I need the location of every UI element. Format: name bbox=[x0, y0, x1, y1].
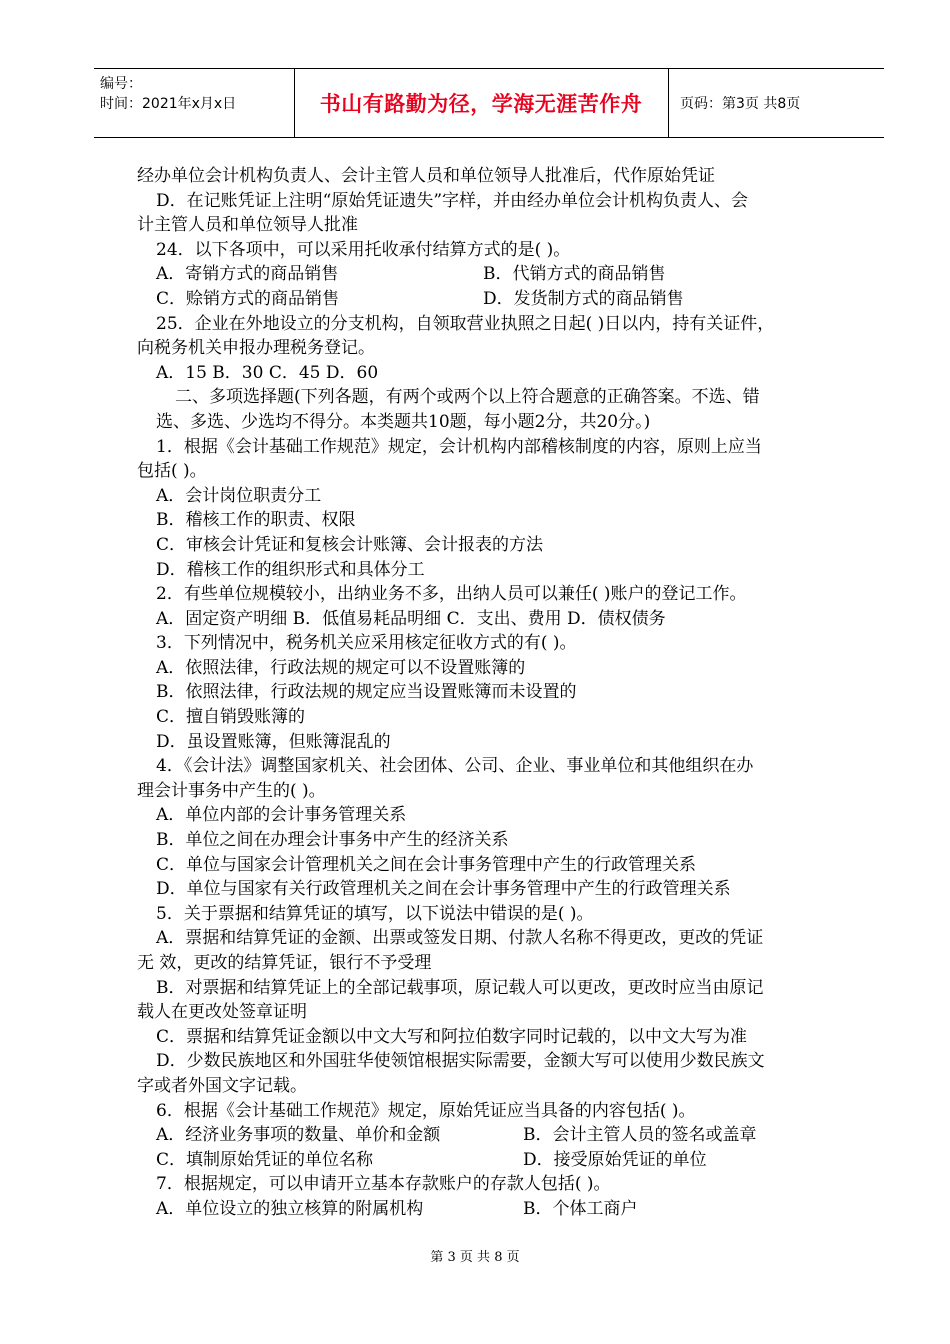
line-text: A．票据和结算凭证的金额、出票或签发日期、付款人名称不得更改，更改的凭证 bbox=[156, 928, 764, 949]
text-line bbox=[137, 533, 851, 558]
text-line bbox=[137, 730, 851, 755]
line-text: 3．下列情况中，税务机关应采用核定征收方式的有( )。 bbox=[156, 633, 577, 654]
line-text: 二、多项选择题(下列各题，有两个或两个以上符合题意的正确答案。不选、错 bbox=[175, 387, 760, 408]
text-line bbox=[137, 336, 851, 361]
line-text: 4．《会计法》调整国家机关、社会团体、公司、企业、事业单位和其他组织在办 bbox=[156, 756, 754, 777]
line-text: C．填制原始凭证的单位名称 bbox=[156, 1149, 374, 1170]
text-line bbox=[137, 1049, 851, 1074]
line-text: D．稽核工作的组织形式和具体分工 bbox=[156, 559, 425, 580]
line-text-col2: B．代销方式的商品销售 bbox=[483, 264, 666, 285]
line-text: D．在记账凭证上注明“原始凭证遗失”字样，并由经办单位会计机构负责人、会 bbox=[156, 190, 749, 211]
text-line bbox=[137, 680, 851, 705]
line-text-col2: D．发货制方式的商品销售 bbox=[483, 288, 684, 309]
line-text: D．虽设置账簿，但账簿混乱的 bbox=[156, 731, 391, 752]
text-line bbox=[137, 1025, 851, 1050]
line-text: 24．以下各项中，可以采用托收承付结算方式的是( )。 bbox=[156, 239, 571, 260]
line-text: C．单位与国家会计管理机关之间在会计事务管理中产生的行政管理关系 bbox=[156, 854, 697, 875]
text-line bbox=[137, 1123, 851, 1148]
time-label: 时间：2021年x月x日 bbox=[100, 96, 237, 112]
line-text: 计主管人员和单位领导人批准 bbox=[137, 215, 358, 236]
line-text: B．稽核工作的职责、权限 bbox=[156, 510, 356, 531]
text-line bbox=[137, 189, 851, 214]
text-line bbox=[137, 656, 851, 681]
line-text: C．票据和结算凭证金额以中文大写和阿拉伯数字同时记载的，以中文大写为准 bbox=[156, 1026, 748, 1047]
line-text: 理会计事务中产生的( )。 bbox=[137, 780, 326, 801]
line-text: D．少数民族地区和外国驻华使领馆根据实际需要，金额大写可以使用少数民族文 bbox=[156, 1051, 765, 1072]
line-text: 经办单位会计机构负责人、会计主管人员和单位领导人批准后，代作原始凭证 bbox=[137, 166, 715, 186]
line-text: A．会计岗位职责分工 bbox=[156, 485, 322, 506]
line-text-col2: B．会计主管人员的签名或盖章 bbox=[523, 1125, 757, 1146]
line-text: D．单位与国家有关行政管理机关之间在会计事务管理中产生的行政管理关系 bbox=[156, 879, 731, 900]
text-line bbox=[137, 410, 851, 435]
text-line bbox=[137, 877, 851, 902]
text-line bbox=[137, 435, 851, 460]
line-text: 1．根据《会计基础工作规范》规定，会计机构内部稽核制度的内容，原则上应当 bbox=[156, 436, 762, 457]
text-line bbox=[137, 976, 851, 1001]
text-line bbox=[137, 1197, 851, 1222]
line-text: A．单位内部的会计事务管理关系 bbox=[156, 805, 407, 826]
text-line bbox=[137, 951, 851, 976]
text-line bbox=[137, 262, 851, 287]
line-text: A．固定资产明细 B．低值易耗品明细 C．支出、费用 D．债权债务 bbox=[156, 608, 666, 629]
text-line bbox=[137, 508, 851, 533]
page-header bbox=[94, 68, 884, 138]
line-text: 载人在更改处签章证明 bbox=[137, 1002, 307, 1023]
text-line bbox=[137, 582, 851, 607]
line-text: B．单位之间在办理会计事务中产生的经济关系 bbox=[156, 830, 509, 851]
line-text: C．擅自销毁账簿的 bbox=[156, 707, 306, 728]
text-line bbox=[137, 164, 851, 189]
line-text: 7．根据规定，可以申请开立基本存款账户的存款人包括( )。 bbox=[156, 1174, 611, 1195]
text-line bbox=[137, 238, 851, 263]
text-line bbox=[137, 361, 851, 386]
text-line bbox=[137, 1074, 851, 1099]
text-line bbox=[137, 1000, 851, 1025]
text-line bbox=[137, 705, 851, 730]
text-line bbox=[137, 926, 851, 951]
text-line bbox=[137, 312, 851, 337]
document-body bbox=[137, 164, 851, 1222]
text-line bbox=[137, 385, 851, 410]
line-text: A．寄销方式的商品销售 bbox=[156, 264, 339, 285]
text-line bbox=[137, 853, 851, 878]
text-line bbox=[137, 287, 851, 312]
line-text: 包括( )。 bbox=[137, 461, 207, 482]
line-text: B．对票据和结算凭证上的全部记载事项，原记载人可以更改，更改时应当由原记 bbox=[156, 977, 764, 998]
line-text: 6．根据《会计基础工作规范》规定，原始凭证应当具备的内容包括( )。 bbox=[156, 1100, 696, 1121]
text-line bbox=[137, 484, 851, 509]
line-text: 2．有些单位规模较小，出纳业务不多，出纳人员可以兼任( )账户的登记工作。 bbox=[156, 584, 747, 605]
text-line bbox=[137, 558, 851, 583]
text-line bbox=[137, 631, 851, 656]
text-line bbox=[137, 213, 851, 238]
line-text: A．经济业务事项的数量、单价和金额 bbox=[156, 1125, 441, 1146]
line-text: 5．关于票据和结算凭证的填写，以下说法中错误的是( )。 bbox=[156, 903, 594, 924]
line-text: A．单位设立的独立核算的附属机构 bbox=[156, 1198, 424, 1219]
text-line bbox=[137, 803, 851, 828]
line-text: 字或者外国文字记载。 bbox=[137, 1075, 307, 1096]
line-text: 无 效，更改的结算凭证，银行不予受理 bbox=[137, 953, 432, 973]
line-text: B．依照法律，行政法规的规定应当设置账簿而未设置的 bbox=[156, 682, 577, 703]
line-text: A．依照法律，行政法规的规定可以不设置账簿的 bbox=[156, 657, 526, 678]
text-line bbox=[137, 902, 851, 927]
header-meta bbox=[94, 69, 295, 137]
line-text: 向税务机关申报办理税务登记。 bbox=[137, 338, 375, 359]
line-text-col2: B．个体工商户 bbox=[523, 1198, 638, 1219]
page-footer: 第 3 页 共 8 页 bbox=[430, 1250, 520, 1265]
text-line bbox=[137, 828, 851, 853]
text-line bbox=[137, 607, 851, 632]
line-text: C．赊销方式的商品销售 bbox=[156, 288, 340, 309]
text-line bbox=[137, 1099, 851, 1124]
text-line bbox=[137, 459, 851, 484]
header-page-info: 页码：第3页 共8页 bbox=[680, 96, 801, 112]
line-text: C．审核会计凭证和复核会计账簿、会计报表的方法 bbox=[156, 534, 544, 555]
number-label: 编号： bbox=[100, 76, 142, 92]
line-text: 25．企业在外地设立的分支机构，自领取营业执照之日起( )日以内，持有关证件， bbox=[156, 313, 775, 334]
line-text-col2: D．接受原始凭证的单位 bbox=[523, 1149, 707, 1170]
line-text: A．15 B．30 C．45 D．60 bbox=[156, 362, 379, 383]
text-line bbox=[137, 1172, 851, 1197]
text-line bbox=[137, 779, 851, 804]
header-motto: 书山有路勤为径，学海无涯苦作舟 bbox=[294, 69, 669, 137]
text-line bbox=[137, 1148, 851, 1173]
text-line bbox=[137, 754, 851, 779]
line-text: 选、多选、少选均不得分。本类题共10题，每小题2分，共20分。) bbox=[156, 411, 651, 432]
